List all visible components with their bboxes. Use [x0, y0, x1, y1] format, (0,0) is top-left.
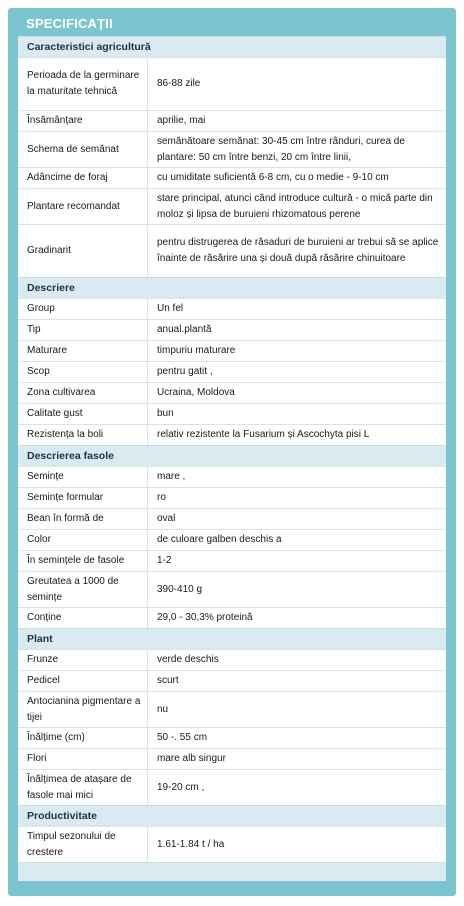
row-label: În semințele de fasole [18, 551, 148, 571]
table-row [18, 188, 446, 224]
table-row [18, 340, 446, 361]
table-row [18, 57, 446, 110]
table-row [18, 424, 446, 445]
row-value: oval [157, 513, 176, 524]
row-value: 1.61-1.84 t / ha [157, 838, 225, 850]
row-label: Maturare [18, 341, 148, 361]
row-value: Ucraina, Moldova [157, 387, 235, 398]
table-row [18, 508, 446, 529]
row-label: Antocianina pigmentare a tijei [18, 692, 148, 727]
row-label: Scop [18, 362, 148, 382]
row-label: Calitate gust [18, 404, 148, 424]
row-value: pentru distrugerea de răsaduri de buruieni ar trebui să se aplice înainte de răsărire una și două după răsărire chinuitoare [157, 237, 439, 264]
row-value: cu umiditate suficientă 6-8 cm, cu o medie - 9-10 cm [157, 172, 389, 183]
specifications-panel [8, 8, 456, 896]
row-value: de culoare galben deschis a [157, 534, 282, 545]
table-row [18, 319, 446, 340]
row-value: mare , [157, 471, 186, 482]
section-header-description: Descriere [18, 277, 446, 298]
row-value: mare alb singur [157, 753, 226, 764]
row-value: 390-410 g [157, 583, 203, 595]
table-row [18, 607, 446, 628]
panel-title: SPECIFICAȚII [26, 16, 113, 31]
row-value: 50 -. 55 cm [157, 732, 208, 743]
row-label: Însămânțare [18, 111, 148, 131]
row-value: pentru gatit , [157, 366, 213, 377]
row-value: aprilie, mai [157, 115, 206, 126]
table-row [18, 167, 446, 188]
row-value: scurt [157, 675, 179, 686]
section-header-agricultural: Caracteristici agricultură [18, 36, 446, 57]
row-value: semănătoare semănat: 30-45 cm între rânduri, curea de plantare: 50 cm între benzi, 20 cm între linii, [157, 135, 405, 163]
table-row [18, 466, 446, 487]
section-header-plant: Plant [18, 628, 446, 649]
row-value: verde deschis [157, 654, 219, 665]
row-label: Rezistența la boli [18, 425, 148, 445]
row-label: Semințe formular [18, 488, 148, 508]
table-row [18, 727, 446, 748]
table-row [18, 224, 446, 277]
table-row [18, 571, 446, 607]
row-label: Schema de semănat [18, 132, 148, 167]
row-label: Timpul sezonului de crestere [18, 827, 148, 862]
table-row [18, 110, 446, 131]
table-row [18, 361, 446, 382]
section-header-productivity: Productivitate [18, 805, 446, 826]
row-value: relativ rezistente la Fusarium și Ascochyta pisi L [157, 429, 370, 440]
row-value: stare principal, atunci când introduce cultură - o mică parte din moloz și lipsa de buruieni rhizomatous perene [157, 192, 433, 220]
table-row [18, 670, 446, 691]
row-label: Înălțimea de atașare de fasole mai mici [18, 770, 148, 805]
row-label: Adâncime de foraj [18, 168, 148, 188]
row-value: nu [157, 703, 169, 715]
table-row [18, 529, 446, 550]
row-label: Tip [18, 320, 148, 340]
row-value: 86-88 zile [157, 78, 201, 89]
row-label: Zona cultivarea [18, 383, 148, 403]
table-row [18, 691, 446, 727]
table-footer [18, 862, 446, 881]
row-label: Gradinarit [18, 225, 148, 277]
row-value: bun [157, 408, 174, 419]
row-value: anual.plantă [157, 324, 212, 335]
row-label: Group [18, 299, 148, 319]
row-label: Bean în formă de [18, 509, 148, 529]
specifications-table [18, 36, 446, 881]
row-value: timpuriu maturare [157, 345, 236, 356]
row-value: 1-2 [157, 555, 172, 566]
row-label: Frunze [18, 650, 148, 670]
row-label: Conține [18, 608, 148, 628]
row-label: Pedicel [18, 671, 148, 691]
row-value: 29,0 - 30,3% proteină [157, 612, 253, 623]
row-value: ro [157, 492, 166, 503]
table-row [18, 649, 446, 670]
section-header-bean-description: Descrierea fasole [18, 445, 446, 466]
row-value: 19-20 cm , [157, 781, 205, 793]
row-label: Semințe [18, 467, 148, 487]
table-row [18, 403, 446, 424]
table-row [18, 748, 446, 769]
row-label: Color [18, 530, 148, 550]
table-row [18, 487, 446, 508]
row-label: Greutatea a 1000 de semințe [18, 572, 148, 607]
table-row [18, 769, 446, 805]
table-row [18, 382, 446, 403]
table-row [18, 131, 446, 167]
row-label: Flori [18, 749, 148, 769]
row-label: Înălțime (cm) [18, 728, 148, 748]
table-row [18, 298, 446, 319]
row-label: Plantare recomandat [18, 189, 148, 224]
row-label: Perioada de la germinare la maturitate tehnică [18, 58, 148, 110]
row-value: Un fel [157, 303, 184, 314]
table-row [18, 550, 446, 571]
table-row [18, 826, 446, 862]
